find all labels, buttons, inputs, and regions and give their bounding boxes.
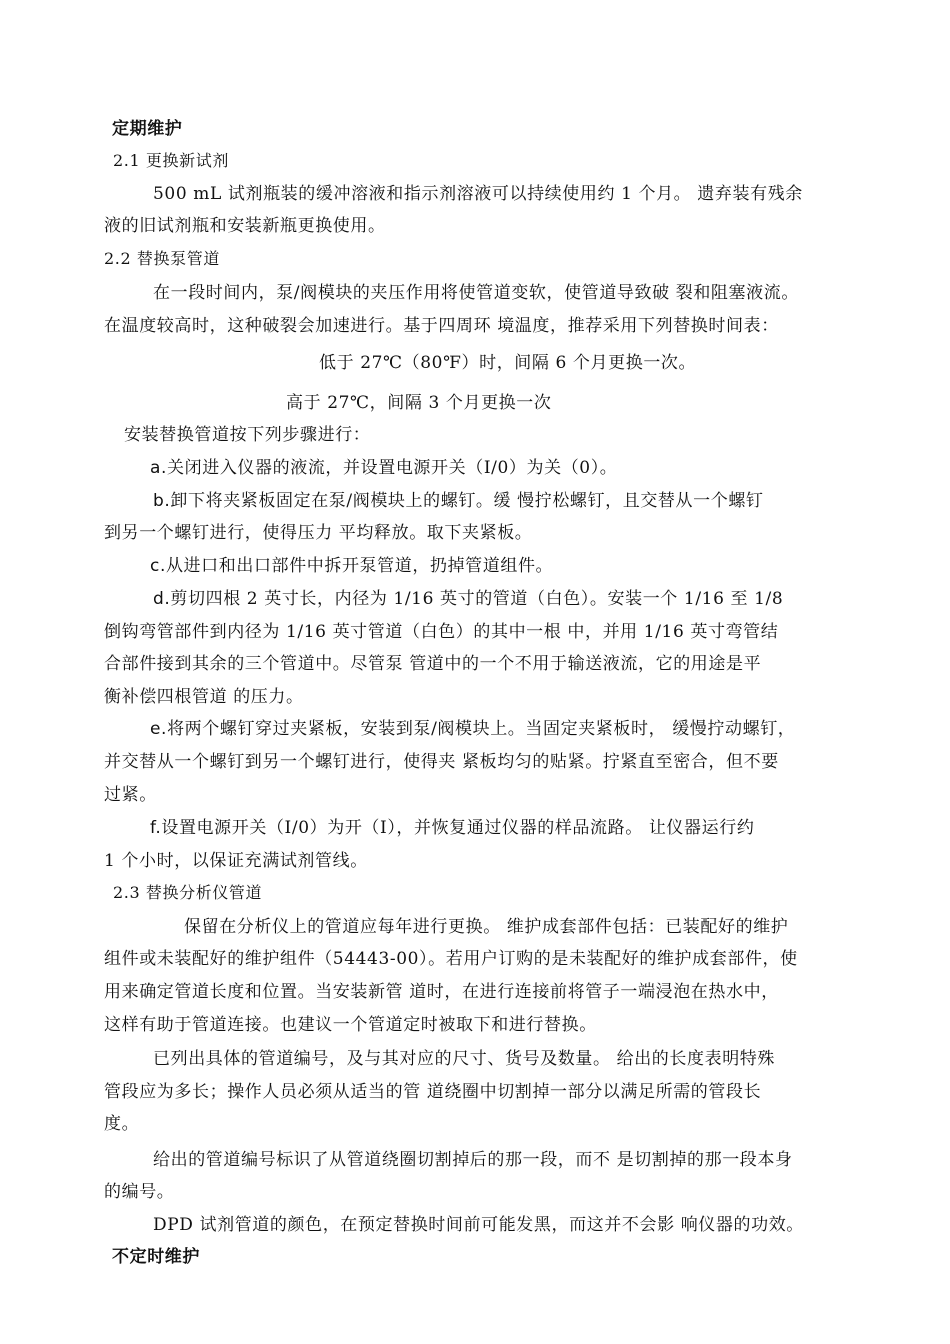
step-text: 关闭进入仪器的液流，并设置电源开关（I/0）为关（0）。: [167, 458, 618, 478]
step-letter: c.: [150, 556, 166, 576]
step-letter: b.: [153, 491, 171, 511]
step-text: 将两个螺钉穿过夹紧板，安装到泵/阀模块上。当固定夹紧板时， 缓慢拧动螺钉，: [167, 719, 796, 739]
step-d-cont: 倒钩弯管部件到内径为 1/16 英寸管道（白色）的其中一根 中，并用 1/16 英寸弯管结: [104, 622, 779, 642]
section-2-1-line: 500 mL 试剂瓶装的缓冲溶液和指示剂溶液可以持续使用约 1 个月。 遗弃装有残余: [153, 184, 803, 204]
section-2-2-title: 2.2 替换泵管道: [104, 249, 220, 268]
section-2-3-line: 这样有助于管道连接。也建议一个管道定时被取下和进行替换。: [104, 1015, 597, 1035]
step-b: [153, 490, 764, 512]
step-text: 设置电源开关（I/0）为开（I），并恢复通过仪器的样品流路。 让仪器运行约: [161, 818, 755, 838]
schedule-above-27: 高于 27℃，间隔 3 个月更换一次: [286, 393, 552, 413]
section-2-3-line: 管段应为多长；操作人员必须从适当的管 道绕圈中切割掉一部分以满足所需的管段长: [104, 1082, 762, 1102]
step-b-cont: 到另一个螺钉进行，使得压力 平均释放。取下夹紧板。: [104, 523, 533, 543]
heading-regular-maintenance: 定期维护: [112, 119, 183, 139]
heading-irregular-maintenance: 不定时维护: [112, 1247, 200, 1267]
section-2-3-line: 给出的管道编号标识了从管道绕圈切割掉后的那一段，而不 是切割掉的那一段本身: [153, 1150, 793, 1170]
step-c: [150, 555, 553, 577]
step-text: 卸下将夹紧板固定在泵/阀模块上的螺钉。缓 慢拧松螺钉，且交替从一个螺钉: [170, 491, 764, 511]
section-2-3-line: 的编号。: [104, 1182, 175, 1202]
step-d-cont: 合部件接到其余的三个管道中。尽管泵 管道中的一个不用于输送液流，它的用途是平: [104, 654, 762, 674]
step-e-cont: 过紧。: [104, 785, 157, 805]
step-letter: e.: [150, 719, 168, 739]
section-2-3-line: 组件或未装配好的维护组件（54443-00）。若用户订购的是未装配好的维护成套部件，使: [104, 949, 798, 969]
step-e: [150, 718, 795, 740]
section-2-3-line: DPD 试剂管道的颜色，在预定替换时间前可能发黑，而这并不会影 响仪器的功效。: [153, 1215, 804, 1235]
step-e-cont: 并交替从一个螺钉到另一个螺钉进行，使得夹 紧板均匀的贴紧。拧紧直至密合，但不要: [104, 752, 779, 772]
steps-intro: 安装替换管道按下列步骤进行：: [124, 425, 371, 445]
section-2-3-line: 保留在分析仪上的管道应每年进行更换。 维护成套部件包括：已装配好的维护: [184, 917, 789, 937]
step-f: [150, 817, 754, 839]
step-text: 从进口和出口部件中拆开泵管道，扔掉管道组件。: [165, 556, 554, 576]
step-f-cont: 1 个小时，以保证充满试剂管线。: [104, 851, 368, 871]
step-text: 剪切四根 2 英寸长，内径为 1/16 英寸的管道（白色）。安装一个 1/16 至 1/8: [170, 589, 784, 609]
section-2-3-title: 2.3 替换分析仪管道: [113, 883, 263, 902]
section-2-1-title: 2.1 更换新试剂: [113, 151, 229, 170]
step-d: [153, 588, 783, 610]
section-2-3-line: 已列出具体的管道编号，及与其对应的尺寸、货号及数量。 给出的长度表明特殊: [153, 1049, 776, 1069]
schedule-below-27: 低于 27℃（80℉）时，间隔 6 个月更换一次。: [319, 353, 697, 373]
step-letter: f.: [150, 818, 162, 838]
section-2-3-line: 度。: [104, 1114, 140, 1134]
step-letter: d.: [153, 589, 171, 609]
section-2-1-line: 液的旧试剂瓶和安装新瓶更换使用。: [104, 216, 386, 236]
step-d-cont: 衡补偿四根管道 的压力。: [104, 687, 304, 707]
section-2-2-line: 在温度较高时，这种破裂会加速进行。基于四周环 境温度，推荐采用下列替换时间表：: [104, 316, 779, 336]
section-2-3-line: 用来确定管道长度和位置。当安装新管 道时，在进行连接前将管子一端浸泡在热水中，: [104, 982, 779, 1002]
step-a: [150, 457, 617, 479]
step-letter: a.: [150, 458, 168, 478]
section-2-2-line: 在一段时间内，泵/阀模块的夹压作用将使管道变软，使管道导致破 裂和阻塞液流。: [153, 283, 799, 303]
